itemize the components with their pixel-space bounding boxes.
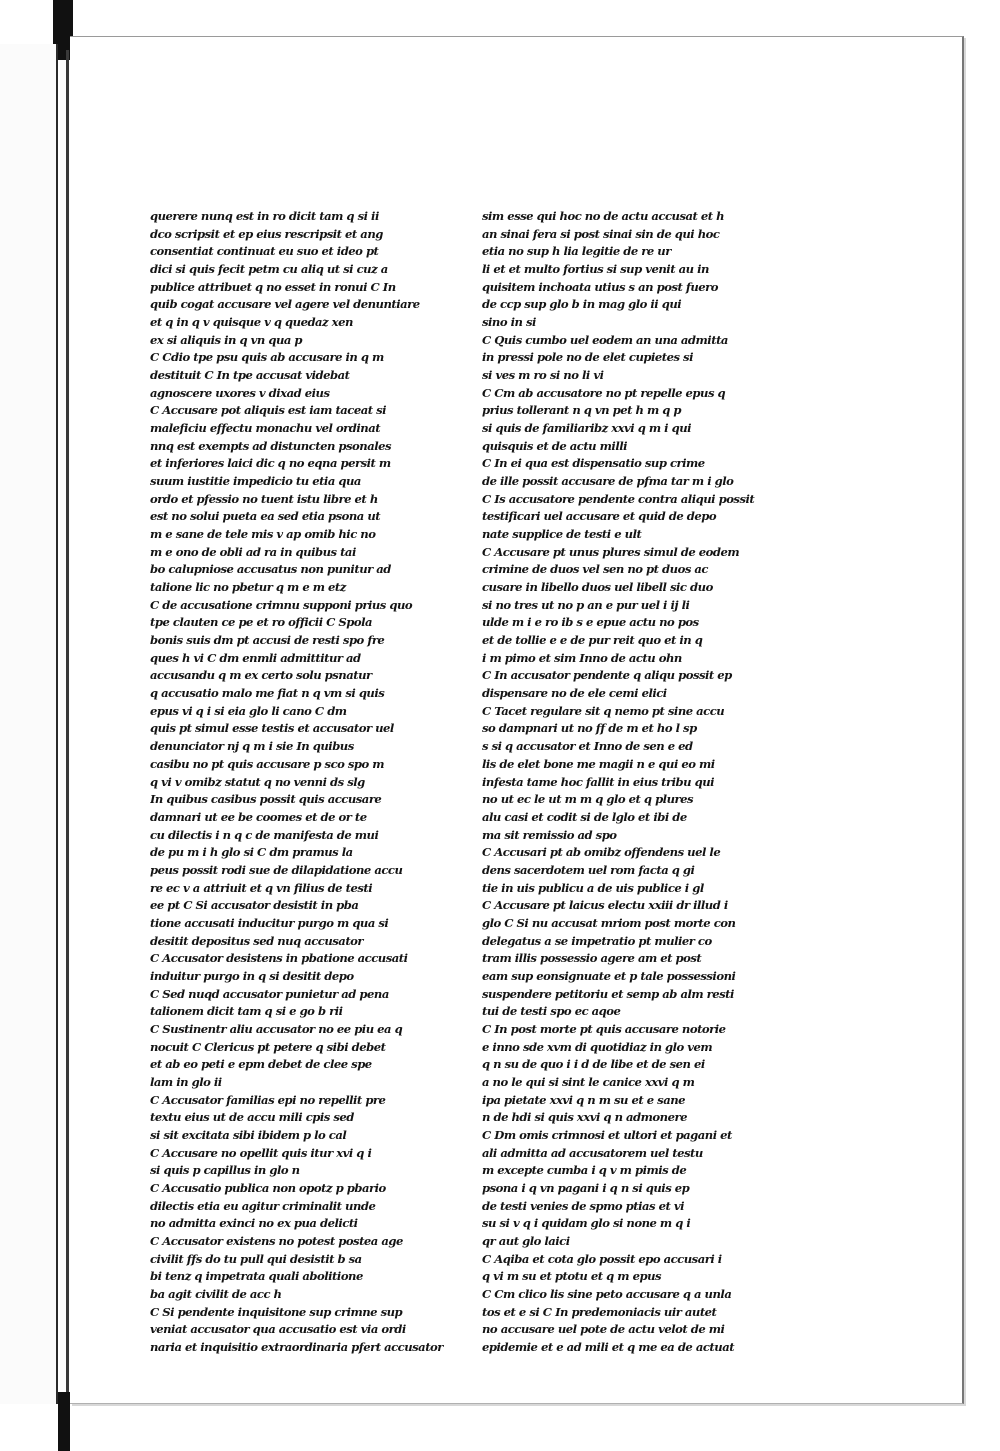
manuscript-line: ques h vi C dm enmli admittitur ad: [150, 650, 361, 665]
manuscript-line: C Accusare no opellit quis itur xvi q i: [150, 1145, 372, 1160]
manuscript-line: veniat accusator qua accusatio est via ordi: [150, 1322, 406, 1337]
manuscript-line: C Accusare pt unus plures simul de eodem: [482, 544, 740, 559]
manuscript-line: re ec v a attriuit et q vn filius de testi: [150, 880, 373, 895]
manuscript-line: C Accusator familias epi no repellit pre: [150, 1092, 386, 1107]
manuscript-line: quisitem inchoata utius s an post fuero: [482, 279, 718, 294]
manuscript-line: bi tenz q impetrata quali abolitione: [150, 1269, 363, 1284]
manuscript-line: ex si aliquis in q vn qua p: [150, 332, 303, 347]
manuscript-line: C In ei qua est dispensatio sup crime: [482, 456, 705, 471]
manuscript-line: C Is accusatore pendente contra aliqui possit: [482, 491, 755, 506]
manuscript-line: no ut ec le ut m m q glo et q plures: [482, 792, 694, 807]
manuscript-line: suum iustitie impedicio tu etia qua: [150, 474, 361, 489]
manuscript-line: quisquis et de actu milli: [482, 438, 628, 453]
manuscript-line: epus vi q i si eia glo li cano C dm: [150, 703, 347, 718]
manuscript-line: talionem dicit tam q si e go b rii: [150, 1004, 343, 1019]
manuscript-line: sim esse qui hoc no de actu accusat et h: [482, 209, 725, 223]
manuscript-line: quib cogat accusare vel agere vel denuntiare: [150, 297, 420, 312]
manuscript-line: quis pt simul esse testis et accusator uel: [150, 721, 394, 736]
manuscript-line: ba agit civilit de acc h: [150, 1286, 282, 1301]
manuscript-line: eam sup eonsignuate et p tale possessioni: [482, 968, 736, 983]
manuscript-line: desitit depositus sed nuq accusator: [150, 933, 364, 948]
manuscript-line: glo C Si nu accusat mriom post morte con: [482, 915, 736, 930]
manuscript-line: e inno sde xvm di quotidiaz in glo vem: [482, 1039, 713, 1054]
manuscript-line: C Accusatio publica non opotz p pbario: [150, 1180, 386, 1195]
manuscript-line: C Accusari pt ab omibz offendens uel le: [482, 845, 721, 860]
manuscript-line: accusandu q m ex certo solu psnatur: [150, 668, 372, 683]
manuscript-line: C Sed nuqd accusator punietur ad pena: [150, 986, 389, 1001]
manuscript-line: et de tollie e e de pur reit quo et in q: [482, 633, 703, 648]
manuscript-line: C Accusator existens no potest postea age: [150, 1233, 403, 1248]
manuscript-line: C In accusator pendente q aliqu possit ep: [482, 668, 732, 683]
manuscript-line: suspendere petitoriu et semp ab alm resti: [482, 986, 734, 1001]
manuscript-line: est no solui pueta ea sed etia psona ut: [150, 509, 381, 524]
manuscript-line: a no le qui si sint le canice xxvi q m: [482, 1074, 695, 1089]
manuscript-line: ee pt C Si accusator desistit in pba: [150, 898, 359, 913]
manuscript-line: tui de testi spo ec aqoe: [482, 1004, 621, 1019]
manuscript-line: dilectis etia eu agitur criminalit unde: [150, 1198, 376, 1213]
manuscript-line: C Cm clico lis sine peto accusare q a unla: [482, 1286, 732, 1301]
manuscript-line: naria et inquisitio extraordinaria pfert accusator: [150, 1340, 443, 1354]
manuscript-line: C Accusare pt laicus electu xxiii dr illud i: [482, 898, 728, 913]
manuscript-line: textu eius ut de accu mili cpis sed: [150, 1110, 354, 1125]
manuscript-line: C Quis cumbo uel eodem an una admitta: [482, 332, 728, 347]
manuscript-line: dispensare no de ele cemi elici: [482, 686, 667, 701]
manuscript-line: etia no sup h lia legitie de re ur: [482, 244, 671, 259]
text-column-left: [150, 208, 450, 1357]
manuscript-line: lam in glo ii: [150, 1074, 222, 1089]
manuscript-line: no accusare uel pote de actu velot de mi: [482, 1322, 725, 1337]
facing-page-edge: [0, 44, 58, 1404]
manuscript-line: crimine de duos vel sen no pt duos ac: [482, 562, 708, 577]
manuscript-line: q vi m su et ptotu et q m epus: [482, 1269, 662, 1284]
manuscript-line: i m pimo et sim Inno de actu ohn: [482, 650, 682, 665]
manuscript-line: C In post morte pt quis accusare notorie: [482, 1021, 726, 1036]
binding-shadow-bottom: [58, 1392, 70, 1451]
manuscript-line: destituit C In tpe accusat videbat: [150, 368, 350, 383]
manuscript-line: prius tollerant n q vn pet h m q p: [482, 403, 682, 418]
manuscript-line: casibu no pt quis accusare p sco spo m: [150, 756, 385, 771]
manuscript-line: lis de elet bone me magii n e qui eo mi: [482, 756, 715, 771]
manuscript-line: nate supplice de testi e ult: [482, 527, 642, 542]
manuscript-line: in pressi pole no de elet cupietes si: [482, 350, 693, 365]
manuscript-line: talione lic no pbetur q m e m etz: [150, 580, 346, 595]
manuscript-line: ordo et pfessio no tuent istu libre et h: [150, 491, 378, 506]
manuscript-line: C Sustinentr aliu accusator no ee piu ea q: [150, 1021, 403, 1036]
manuscript-line: ulde m i e ro ib s e epue actu no pos: [482, 615, 699, 630]
manuscript-line: q vi v omibz statut q no venni ds slg: [150, 774, 365, 789]
manuscript-line: si no tres ut no p an e pur uel i ij li: [482, 597, 690, 612]
manuscript-line: si quis de familiaribz xxvi q m i qui: [482, 421, 692, 436]
manuscript-line: et inferiores laici dic q no eqna persit m: [150, 456, 391, 471]
manuscript-line: C Accusator desistens in pbatione accusati: [150, 951, 408, 966]
manuscript-line: m e sane de tele mis v ap omib hic no: [150, 527, 376, 542]
manuscript-line: bo calupniose accusatus non punitur ad: [150, 562, 391, 577]
manuscript-line: tie in uis publicu a de uis publice i gl: [482, 880, 704, 895]
manuscript-line: ma sit remissio ad spo: [482, 827, 617, 842]
manuscript-line: et q in q v quisque v q quedaz xen: [150, 315, 353, 330]
manuscript-line: publice attribuet q no esset in ronui C In: [150, 279, 396, 294]
manuscript-line: q n su de quo i i d de libe et de sen ei: [482, 1057, 705, 1072]
manuscript-line: n de hdi si quis xxvi q n admonere: [482, 1110, 687, 1125]
manuscript-line: epidemie et e ad mili et q me ea de actuat: [482, 1340, 735, 1354]
manuscript-line: In quibus casibus possit quis accusare: [150, 792, 382, 807]
manuscript-line: delegatus a se impetratio pt mulier co: [482, 933, 712, 948]
manuscript-line: cu dilectis i n q c de manifesta de mui: [150, 827, 379, 842]
manuscript-line: si quis p capillus in glo n: [150, 1163, 300, 1178]
manuscript-line: maleficiu effectu monachu vel ordinat: [150, 421, 381, 436]
manuscript-line: de ccp sup glo b in mag glo ii qui: [482, 297, 682, 312]
manuscript-line: induitur purgo in q si desitit depo: [150, 968, 354, 983]
manuscript-line: testificari uel accusare et quid de depo: [482, 509, 717, 524]
manuscript-line: et ab eo peti e epm debet de clee spe: [150, 1057, 372, 1072]
manuscript-line: C Cdio tpe psu quis ab accusare in q m: [150, 350, 384, 365]
manuscript-line: C Accusare pot aliquis est iam taceat si: [150, 403, 387, 418]
manuscript-line: denunciator nj q m i sie In quibus: [150, 739, 354, 754]
manuscript-line: ipa pietate xxvi q n m su et e sane: [482, 1092, 686, 1107]
manuscript-line: tos et e si C In predemoniacis uir autet: [482, 1304, 717, 1319]
manuscript-line: li et et multo fortius si sup venit au in: [482, 262, 709, 277]
manuscript-line: nocuit C Clericus pt petere q sibi debet: [150, 1039, 386, 1054]
manuscript-line: dco scripsit et ep eius rescripsit et ang: [150, 226, 383, 241]
manuscript-line: tione accusati inducitur purgo m qua si: [150, 915, 389, 930]
manuscript-line: dici si quis fecit petm cu aliq ut si cuz a: [150, 262, 388, 277]
manuscript-line: ali admitta ad accusatorem uel testu: [482, 1145, 703, 1160]
manuscript-line: alu casi et codit si de lglo et ibi de: [482, 809, 687, 824]
manuscript-line: C de accusatione crimnu supponi prius quo: [150, 597, 413, 612]
manuscript-line: C Si pendente inquisitone sup crimne sup: [150, 1304, 403, 1319]
manuscript-line: tpe clauten ce pe et ro officii C Spola: [150, 615, 373, 630]
manuscript-line: de ille possit accusare de pfma tar m i glo: [482, 474, 734, 489]
manuscript-line: de testi venies de spmo ptias et vi: [482, 1198, 685, 1213]
manuscript-line: si sit excitata sibi ibidem p lo cal: [150, 1127, 347, 1142]
manuscript-line: infesta tame hoc fallit in eius tribu qui: [482, 774, 715, 789]
manuscript-line: cusare in libello duos uel libell sic duo: [482, 580, 713, 595]
manuscript-line: C Tacet regulare sit q nemo pt sine accu: [482, 703, 725, 718]
manuscript-line: sino in si: [482, 315, 536, 330]
manuscript-line: psona i q vn pagani i q n si quis ep: [482, 1180, 690, 1195]
manuscript-line: si ves m ro si no li vi: [482, 368, 604, 383]
manuscript-line: so dampnari ut no ff de m et ho l sp: [482, 721, 697, 736]
manuscript-line: bonis suis dm pt accusi de resti spo fre: [150, 633, 385, 648]
manuscript-line: civilit ffs do tu pull qui desistit b sa: [150, 1251, 362, 1266]
manuscript-line: de pu m i h glo si C dm pramus la: [150, 845, 353, 860]
manuscript-line: C Aqiba et cota glo possit epo accusari i: [482, 1251, 722, 1266]
manuscript-line: C Dm omis crimnosi et ultori et pagani et: [482, 1127, 732, 1142]
manuscript-line: q accusatio malo me fiat n q vm si quis: [150, 686, 385, 701]
manuscript-line: s si q accusator et Inno de sen e ed: [482, 739, 693, 754]
manuscript-line: querere nunq est in ro dicit tam q si ii: [150, 209, 379, 223]
manuscript-line: dens sacerdotem uel rom facta q gi: [482, 862, 695, 877]
manuscript-line: m e ono de obli ad ra in quibus tai: [150, 544, 356, 559]
manuscript-line: nnq est exempts ad distuncten psonales: [150, 438, 392, 453]
text-column-right: [482, 208, 764, 1357]
manuscript-line: peus possit rodi sue de dilapidatione accu: [150, 862, 403, 877]
manuscript-line: su si v q i quidam glo si none m q i: [482, 1216, 691, 1231]
manuscript-line: C Cm ab accusatore no pt repelle epus q: [482, 385, 726, 400]
manuscript-line: damnari ut ee be coomes et de or te: [150, 809, 367, 824]
manuscript-line: consentiat continuat eu suo et ideo pt: [150, 244, 379, 259]
manuscript-line: no admitta exinci no ex pua delicti: [150, 1216, 358, 1231]
manuscript-line: agnoscere uxores v dixad eius: [150, 385, 330, 400]
manuscript-line: qr aut glo laici: [482, 1233, 570, 1248]
binding-gutter: [66, 50, 69, 1400]
manuscript-line: an sinai fera si post sinai sin de qui hoc: [482, 226, 720, 241]
manuscript-line: m excepte cumba i q v m pimis de: [482, 1163, 687, 1178]
manuscript-line: tram illis possessio agere am et post: [482, 951, 702, 966]
